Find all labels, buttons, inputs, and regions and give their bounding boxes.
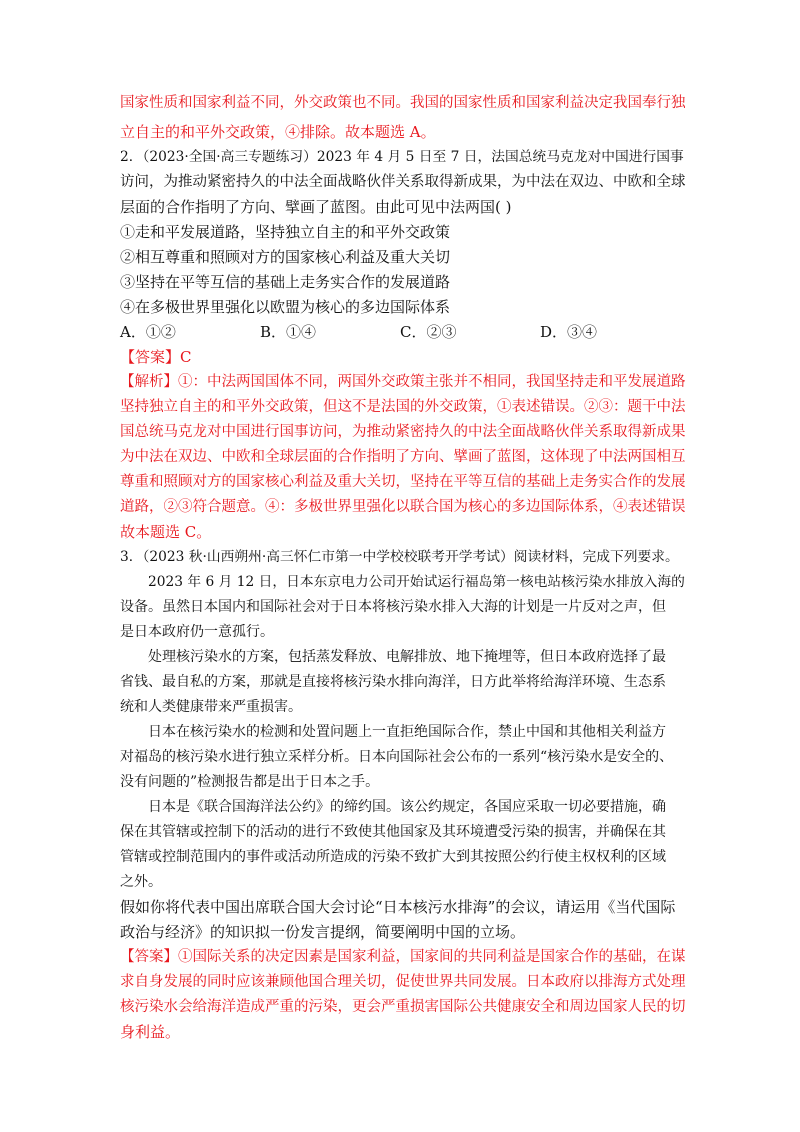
q2-statement: ③坚持在平等互信的基础上走务实合作的发展道路	[120, 273, 451, 291]
prev-analysis-line: 立自主的和平外交政策，④排除。故本题选 A。	[120, 123, 436, 141]
q2-stem-line: 层面的合作指明了方向、擘画了蓝图。由此可见中法两国( )	[120, 198, 512, 216]
prev-analysis-line: 国家性质和国家利益不同，外交政策也不同。我国的国家性质和国家利益决定我国奉行独	[120, 95, 686, 111]
q3-answer-line: 核污染水会给海洋造成严重的污染，更会严重损害国际公共健康安全和周边国家人民的切	[120, 999, 686, 1015]
q2-statement: ②相互尊重和照顾对方的国家核心利益及重大关切	[120, 248, 451, 266]
q3-material-line: 对福岛的核污染水进行独立采样分析。日本向国际社会公布的一系列“核污染水是安全的、	[120, 749, 674, 765]
q3-material-line: 保在其管辖或控制下的活动的进行不致使其他国家及其环境遭受污染的损害，并确保在其	[120, 824, 666, 840]
q3-question-line: 假如你将代表中国出席联合国大会讨论“日本核污水排海”的会议，请运用《当代国际	[120, 898, 676, 916]
q2-statement: ①走和平发展道路，坚持独立自主的和平外交政策	[120, 223, 451, 241]
q3-material-line: 日本是《联合国海洋法公约》的缔约国。该公约规定，各国应采取一切必要措施，确	[148, 799, 666, 815]
q2-stem-line: 2．（2023·全国·高三专题练习）2023 年 4 月 5 日至 7 日，法国总统马克龙对中国进行国事	[120, 149, 684, 165]
q2-analysis-line: 国总统马克龙对中国进行国事访问，为推动紧密持久的中法全面战略伙伴关系取得新成果	[120, 424, 686, 440]
q2-analysis-line: 故本题选 C。	[120, 523, 212, 541]
q2-option-b: B．①④	[260, 323, 317, 341]
q3-answer-line: 【答案】①国际关系的决定因素是国家利益，国家间的共同利益是国家合作的基础，在谋	[120, 949, 686, 965]
q3-question-line: 政治与经济》的知识拟一份发言提纲，简要阐明中国的立场。	[120, 923, 526, 941]
q3-answer-line: 身利益。	[120, 1023, 181, 1041]
q2-analysis-line: 【解析】①：中法两国国体不同，两国外交政策主张并不相同，我国坚持走和平发展道路	[120, 374, 686, 390]
q2-option-d: D．③④	[540, 323, 598, 341]
q2-stem-line: 访问，为推动紧密持久的中法全面战略伙伴关系取得新成果，为中法在双边、中欧和全球	[120, 174, 686, 190]
q3-material-line: 管辖或控制范围内的事件或活动所造成的污染不致扩大到其按照公约行使主权权利的区域	[120, 849, 666, 865]
q2-option-c: C．②③	[400, 323, 457, 341]
q3-material-line: 没有问题的”检测报告都是出于日本之手。	[120, 774, 380, 790]
q3-answer-line: 求自身发展的同时应该兼顾他国合理关切，促使世界共同发展。日本政府以排海方式处理	[120, 974, 686, 990]
q2-statement: ④在多极世界里强化以欧盟为核心的多边国际体系	[120, 298, 451, 316]
q3-material-line: 处理核污染水的方案，包括蒸发释放、电解排放、地下掩埋等，但日本政府选择了最	[148, 649, 666, 665]
q3-stem: 3．（2023 秋·山西朔州·高三怀仁市第一中学校校联考开学考试）阅读材料，完成下列要求。	[120, 549, 679, 565]
q2-analysis-line: 道路，②③符合题意。④：多极世界里强化以联合国为核心的多边国际体系，④表述错误	[120, 499, 686, 515]
q3-material-line: 日本在核污染水的检测和处置问题上一直拒绝国际合作，禁止中国和其他相关利益方	[148, 724, 666, 740]
q2-analysis-line: 坚持独立自主的和平外交政策，但这不是法国的外交政策，①表述错误。②③：题干中法	[120, 399, 686, 415]
q3-material-line: 2023 年 6 月 12 日，日本东京电力公司开始试运行福岛第一核电站核污染水排放入海的	[148, 574, 685, 590]
q2-option-a: A．①②	[120, 323, 176, 341]
q2-answer: 【答案】C	[120, 348, 192, 366]
q3-material-line: 统和人类健康带来严重损害。	[120, 699, 302, 715]
q3-material-line: 是日本政府仍一意孤行。	[120, 624, 274, 640]
q2-analysis-line: 尊重和照顾对方的国家核心利益及重大关切，坚持在平等互信的基础上走务实合作的发展	[120, 474, 686, 490]
q3-material-line: 之外。	[120, 874, 162, 890]
q3-material-line: 设备。虽然日本国内和国际社会对于日本将核污染水排入大海的计划是一片反对之声，但	[120, 599, 666, 615]
q2-analysis-line: 为中法在双边、中欧和全球层面的合作指明了方向、擘画了蓝图，这体现了中法两国相互	[120, 449, 686, 465]
q3-material-line: 省钱、最自私的方案，那就是直接将核污染水排向海洋，日方此举将给海洋环境、生态系	[120, 674, 666, 690]
